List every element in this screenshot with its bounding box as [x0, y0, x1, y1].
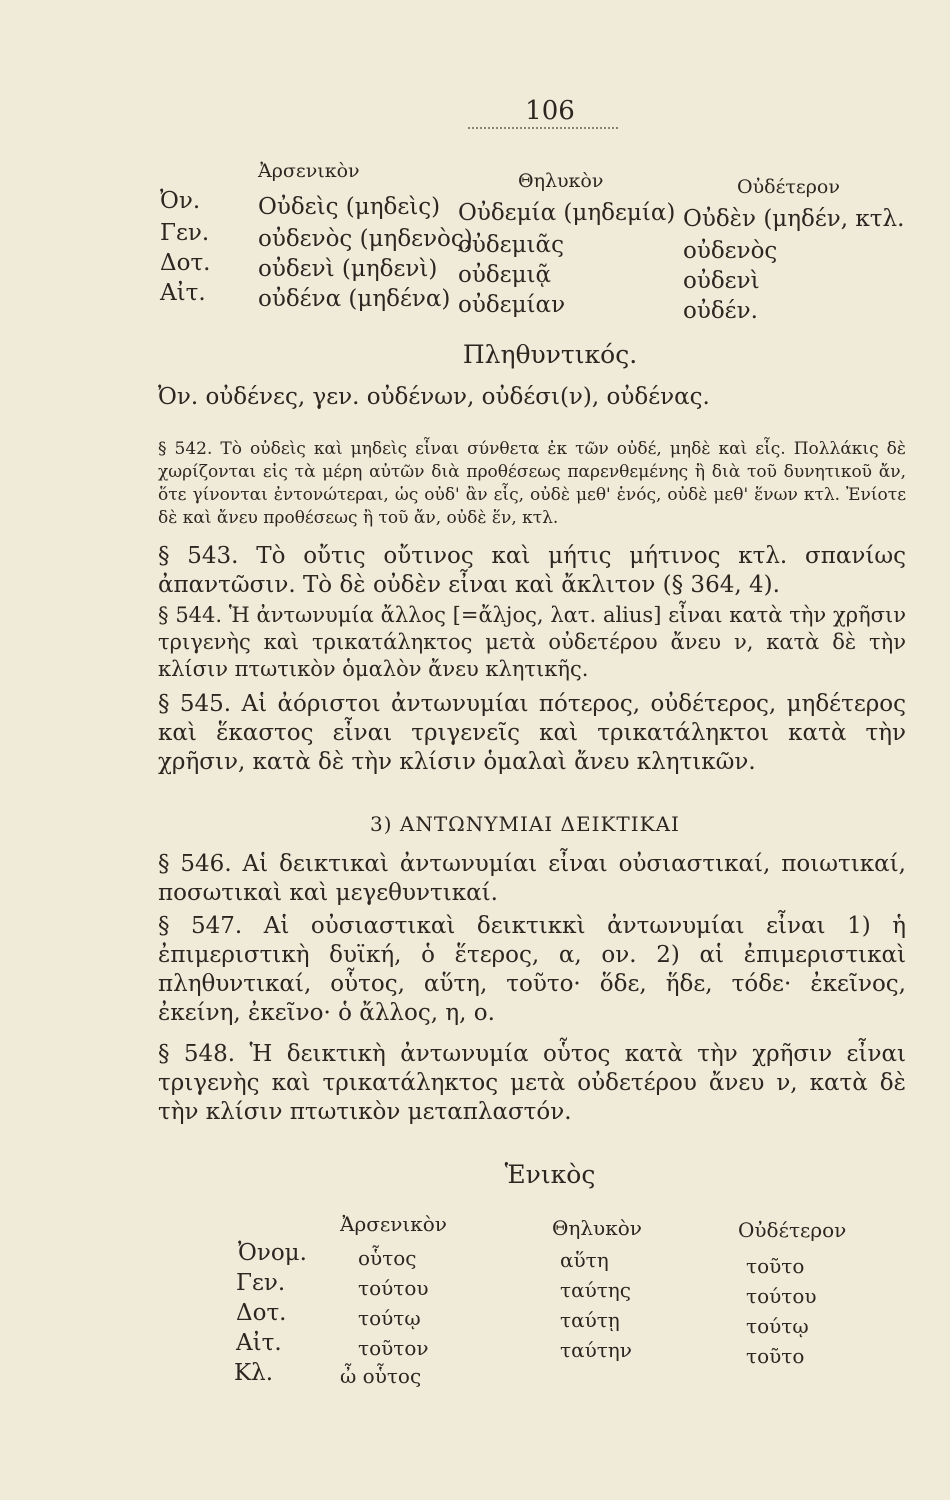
table1-cell: Οὐδεμία (μηδεμία)	[458, 200, 676, 226]
singular-title: Ἑνικὸς	[504, 1160, 596, 1189]
paragraph-545: § 545. Αἱ ἀόριστοι ἀντωνυμίαι πότερος, οὐδέτερος, μηδέτερος καὶ ἕκαστος εἶναι τριγενεῖς καὶ τρικατάληκτοι κατὰ τὴν χρῆσιν, κατὰ δὲ τὴν κλίσιν ὁμαλαὶ ἄνευ κλητικῶν.	[158, 691, 906, 775]
table1-cell: οὐδεμίαν	[458, 292, 566, 318]
table2-cell: ταύτης	[560, 1278, 631, 1302]
paragraph-548: § 548. Ἡ δεικτικὴ ἀντωνυμία οὗτος κατὰ τὴν χρῆσιν εἶναι τριγενὴς καὶ τρικατάληκτος μετὰ οὐδετέρου ἄνευ ν, κατὰ δὲ τὴν κλίσιν πτωτικὸν μεταπλαστόν.	[158, 1041, 906, 1125]
table2-header-masculine: Ἀρσενικὸν	[340, 1212, 447, 1236]
table1-cell: Οὐδεὶς (μηδεὶς)	[258, 194, 441, 220]
table2-cell: οὗτος	[358, 1246, 417, 1270]
ornamental-rule	[468, 127, 618, 129]
table2-header-feminine: Θηλυκὸν	[552, 1216, 642, 1240]
table1-cell: οὐδενὸς	[683, 238, 778, 264]
paragraph-543: § 543. Τὸ οὔτις οὔτινος καὶ μήτις μήτινος κτλ. σπανίως ἀπαντῶσιν. Τὸ δὲ οὐδὲν εἶναι καὶ ἄκλιτον (§ 364, 4).	[158, 543, 906, 598]
paragraph-546: § 546. Αἱ δεικτικαὶ ἀντωνυμίαι εἶναι οὐσιαστικαί, ποιωτικαί, ποσωτικαὶ καὶ μεγεθυντικαί.	[158, 851, 906, 906]
section-title: 3) ΑΝΤΩΝΥΜΙΑΙ ΔΕΙΚΤΙΚΑΙ	[370, 812, 680, 836]
table1-cell: οὐδενὶ	[683, 268, 760, 294]
page-number: 106	[525, 96, 575, 126]
table1-cell: οὐδεμιᾷ	[458, 262, 552, 288]
table1-cell: οὐδενὶ (μηδενὶ)	[258, 256, 438, 282]
table2-case-label: Κλ.	[234, 1360, 274, 1386]
table2-cell: τούτῳ	[358, 1306, 421, 1330]
table1-header-feminine: Θηλυκὸν	[518, 170, 604, 192]
paragraph-547: § 547. Αἱ οὐσιαστικαὶ δεικτικκὶ ἀντωνυμίαι εἶναι 1) ἡ ἐπιμεριστικὴ δυϊκή, ὁ ἕτερος, α, ον. 2) αἱ ἐπιμεριστικαὶ πληθυντικαί, οὗτος, αὕτη, τοῦτο· ὅδε, ἥδε, τόδε· ἐκεῖνος, ἐκείνη, ἐκεῖνο· ὁ ἄλλος, η, ο.	[158, 913, 906, 1026]
table2-cell: τούτῳ	[746, 1314, 809, 1338]
plural-title: Πληθυντικός.	[462, 340, 638, 369]
table1-cell: Οὐδὲν (μηδέν, κτλ.	[683, 206, 905, 232]
table2-cell: ὦ οὗτος	[340, 1364, 422, 1388]
table1-case-label: Δοτ.	[160, 250, 211, 276]
plural-forms-line: Ὀν. οὐδένες, γεν. οὐδένων, οὐδέσι(ν), οὐδένας.	[158, 384, 710, 410]
table2-cell: ταύτῃ	[560, 1308, 620, 1332]
table1-cell: οὐδεμιᾶς	[458, 232, 564, 258]
table1-case-label: Γεν.	[160, 220, 210, 246]
table1-cell: οὐδένα (μηδένα)	[258, 286, 451, 312]
table2-cell: ταύτην	[560, 1338, 632, 1362]
table2-case-label: Ὀνομ.	[238, 1240, 307, 1266]
table2-case-label: Γεν.	[236, 1270, 286, 1296]
table2-cell: αὕτη	[560, 1248, 609, 1272]
table2-case-label: Αἰτ.	[236, 1330, 282, 1356]
table2-cell: τοῦτο	[746, 1344, 805, 1368]
table1-header-masculine: Ἀρσενικὸν	[258, 160, 360, 182]
table2-cell: τοῦτο	[746, 1254, 805, 1278]
table2-header-neuter: Οὐδέτερον	[738, 1218, 847, 1242]
table2-case-label: Δοτ.	[236, 1300, 287, 1326]
table1-cell: οὐδέν.	[683, 298, 758, 324]
table1-cell: οὐδενὸς (μηδενὸς)	[258, 226, 473, 252]
table2-cell: τούτου	[746, 1284, 817, 1308]
table1-case-label: Ὀν.	[160, 188, 201, 214]
table1-header-neuter: Οὐδέτερον	[737, 176, 840, 198]
table2-cell: τούτου	[358, 1276, 429, 1300]
table2-cell: τοῦτον	[358, 1336, 429, 1360]
paragraph-544: § 544. Ἡ ἀντωνυμία ἄλλος [=ἄλjος, λατ. alius] εἶναι κατὰ τὴν χρῆσιν τριγενὴς καὶ τρικατάληκτος μετὰ οὐδετέρου ἄνευ ν, κατὰ δὲ τὴν κλίσιν πτωτικὸν ὁμαλὸν ἄνευ κλητικῆς.	[158, 603, 906, 681]
table1-case-label: Αἰτ.	[160, 280, 206, 306]
paragraph-542: § 542. Τὸ οὐδεὶς καὶ μηδεὶς εἶναι σύνθετα ἐκ τῶν οὐδέ, μηδὲ καὶ εἷς. Πολλάκις δὲ χωρίζονται εἰς τὰ μέρη αὐτῶν διὰ προθέσεως παρενθεμένης ἢ διὰ τοῦ δυνητικοῦ ἄν, ὅτε γίνονται ἐντονώτεραι, ὡς οὐδ' ἂν εἷς, οὐδὲ μεθ' ἑνός, οὐδὲ μεθ' ἕνων κτλ. Ἐνίοτε δὲ καὶ ἄνευ προθέσεως ἢ τοῦ ἄν, οὐδὲ ἕν, κτλ.	[158, 439, 906, 528]
